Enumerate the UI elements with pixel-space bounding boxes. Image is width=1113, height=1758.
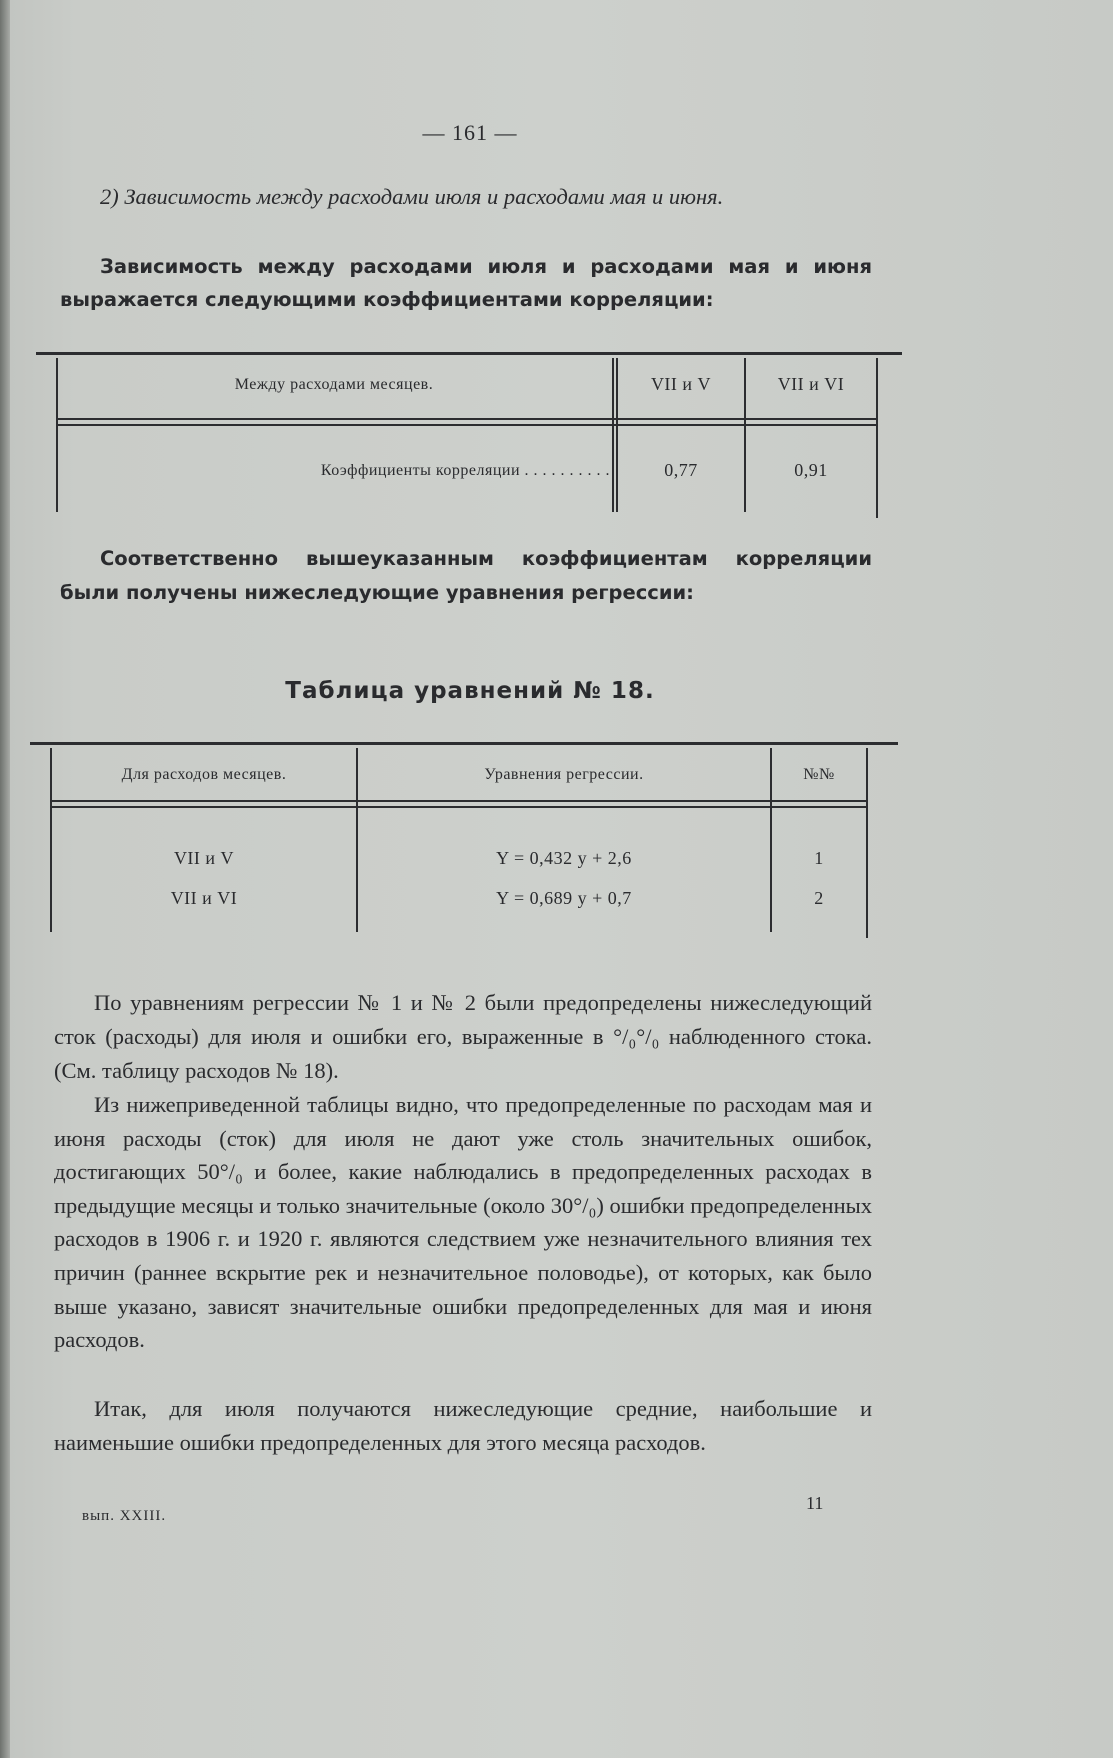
corr-value-vii-v: 0,77	[664, 460, 698, 480]
table-right-border	[876, 358, 878, 518]
book-gutter	[0, 0, 10, 1758]
reg-header-number: №№	[803, 766, 835, 783]
corr-row-label: Коэффициенты корреляции . . . . . . . . . .	[320, 462, 610, 479]
book-page	[10, 0, 1113, 1758]
reg-header-months: Для расходов месяцев.	[121, 766, 287, 783]
reg-row-equation: Y = 0,432 y + 2,6	[496, 848, 632, 868]
footer-signature-number: 11	[806, 1493, 824, 1513]
section-heading: 2) Зависимость между расходами июля и расходами мая и июня.	[100, 184, 724, 209]
corr-value-vii-vi: 0,91	[794, 460, 828, 480]
reg-row-months: VII и VI	[170, 888, 238, 908]
paragraph-3: Итак, для июля получаются нижеследующие средние, наибольшие и наименьшие ошибки предопределенных для этого месяца расходов.	[54, 1396, 872, 1455]
reg-row-equation: Y = 0,689 y + 0,7	[496, 888, 632, 908]
table-col-divider	[612, 358, 614, 512]
page-number: — 161 —	[422, 120, 518, 145]
corr-header-label: Между расходами месяцев.	[234, 376, 434, 393]
table-top-rule	[30, 742, 898, 745]
corr-header-col1: VII и V	[650, 374, 712, 394]
footer-issue: вып. XXIII.	[82, 1508, 167, 1524]
reg-row-number: 2	[814, 888, 824, 908]
correlation-table	[36, 352, 902, 517]
regression-table	[30, 742, 898, 937]
regression-intro: Соответственно вышеуказанным коэффициентам корреляции были получены нижеследующие уравнения регрессии:	[60, 547, 872, 604]
table-header-rule	[50, 800, 868, 802]
reg-header-equation: Уравнения регрессии.	[484, 766, 644, 783]
paragraph-2: Из нижеприведенной таблицы видно, что предопределенные по расходам мая и июня расходы (сток) для июля не дают уже столь значительных ошибок, достигающих 50°/₀ и более, какие наблюдались в предопределенных расходах в предыдущие месяцы и только значительные (около 30°/₀) ошибки предопределенных расходов в 1906 г. и 1920 г. являются следствием уже незначительного влияния тех причин (раннее вскрытие рек и незначительное половодье), от которых, как было выше указано, зависят значительные ошибки предопределенных для мая и июня расходов.	[54, 1092, 872, 1353]
table-header-rule	[56, 424, 878, 426]
table-top-rule	[36, 352, 902, 355]
table-right-border	[866, 748, 868, 938]
table-header-rule	[56, 418, 878, 420]
reg-row-months: VII и V	[173, 848, 235, 868]
paragraph-1: По уравнениям регрессии № 1 и № 2 были предопределены нижеследующий сток (расходы) для июля и ошибки его, выраженные в °/₀°/₀ наблюденного стока. (См. таблицу расходов № 18).	[54, 990, 872, 1083]
intro-paragraph: Зависимость между расходами июля и расходами мая и июня выражается следующими коэффициентами корреляции:	[60, 255, 872, 311]
corr-header-col2: VII и VI	[777, 374, 845, 394]
table-header-rule	[50, 806, 868, 808]
table-title: Таблица уравнений № 18.	[285, 678, 655, 704]
reg-row-number: 1	[814, 848, 824, 868]
